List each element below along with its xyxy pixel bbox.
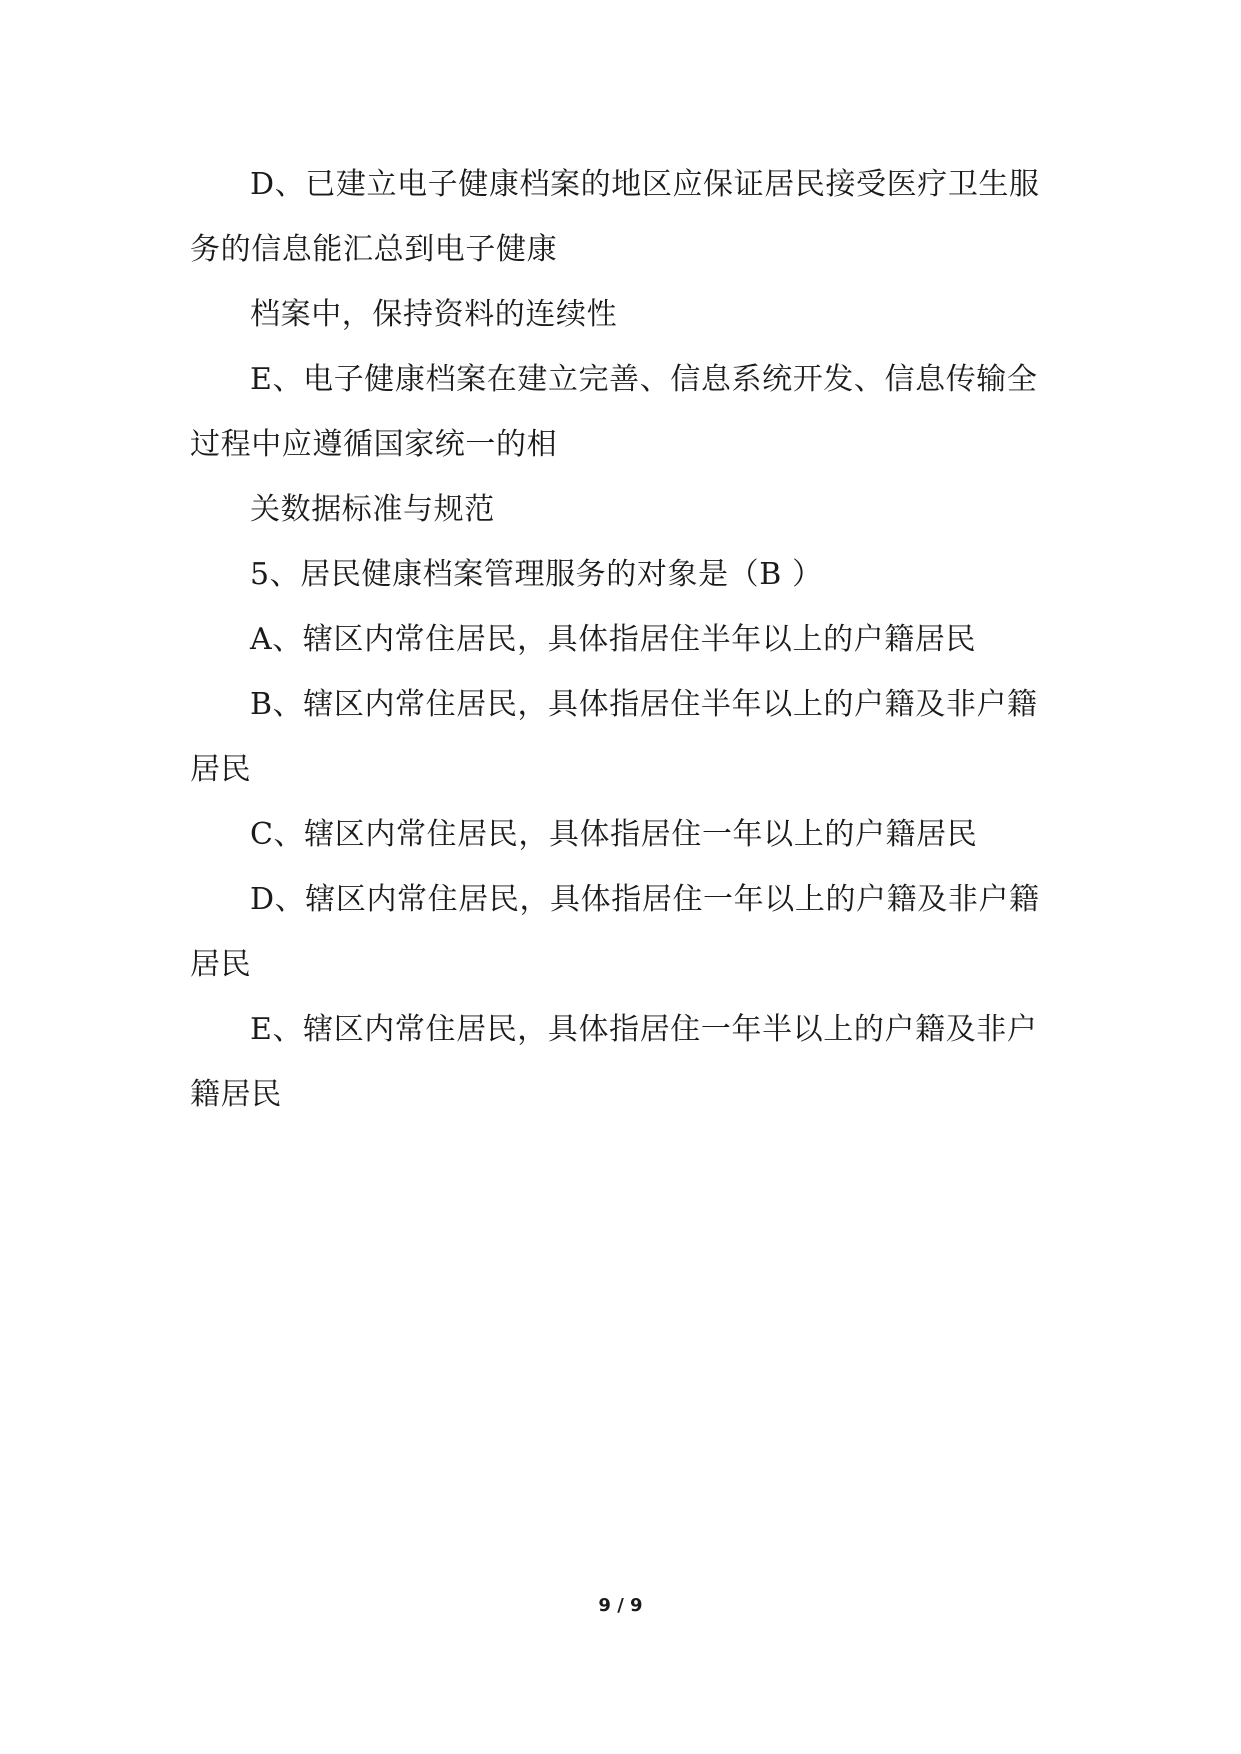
q5-option-d-line-2: 居民	[190, 947, 252, 982]
option-d-line-1: D、已建立电子健康档案的地区应保证居民接受医疗卫生服	[250, 167, 1040, 202]
option-e-line-1: E、电子健康档案在建立完善、信息系统开发、信息传输全	[250, 362, 1038, 397]
q5-option-d-line-1: D、辖区内常住居民，具体指居住一年以上的户籍及非户籍	[250, 882, 1040, 917]
question-5: 5、居民健康档案管理服务的对象是（B ）	[250, 557, 823, 592]
option-e-line-3: 关数据标准与规范	[250, 492, 495, 527]
option-d-line-3: 档案中，保持资料的连续性	[250, 297, 618, 332]
page-number: 9 / 9	[598, 1595, 643, 1616]
q5-option-c: C、辖区内常住居民，具体指居住一年以上的户籍居民	[250, 817, 978, 852]
option-d-line-2: 务的信息能汇总到电子健康	[190, 232, 558, 267]
option-e-line-2: 过程中应遵循国家统一的相	[190, 427, 558, 462]
q5-option-b-line-1: B、辖区内常住居民，具体指居住半年以上的户籍及非户籍	[250, 687, 1038, 722]
q5-option-e-line-2: 籍居民	[190, 1077, 282, 1112]
q5-option-b-line-2: 居民	[190, 752, 252, 787]
q5-option-a: A、辖区内常住居民，具体指居住半年以上的户籍居民	[250, 622, 977, 657]
q5-option-e-line-1: E、辖区内常住居民，具体指居住一年半以上的户籍及非户	[250, 1012, 1038, 1047]
